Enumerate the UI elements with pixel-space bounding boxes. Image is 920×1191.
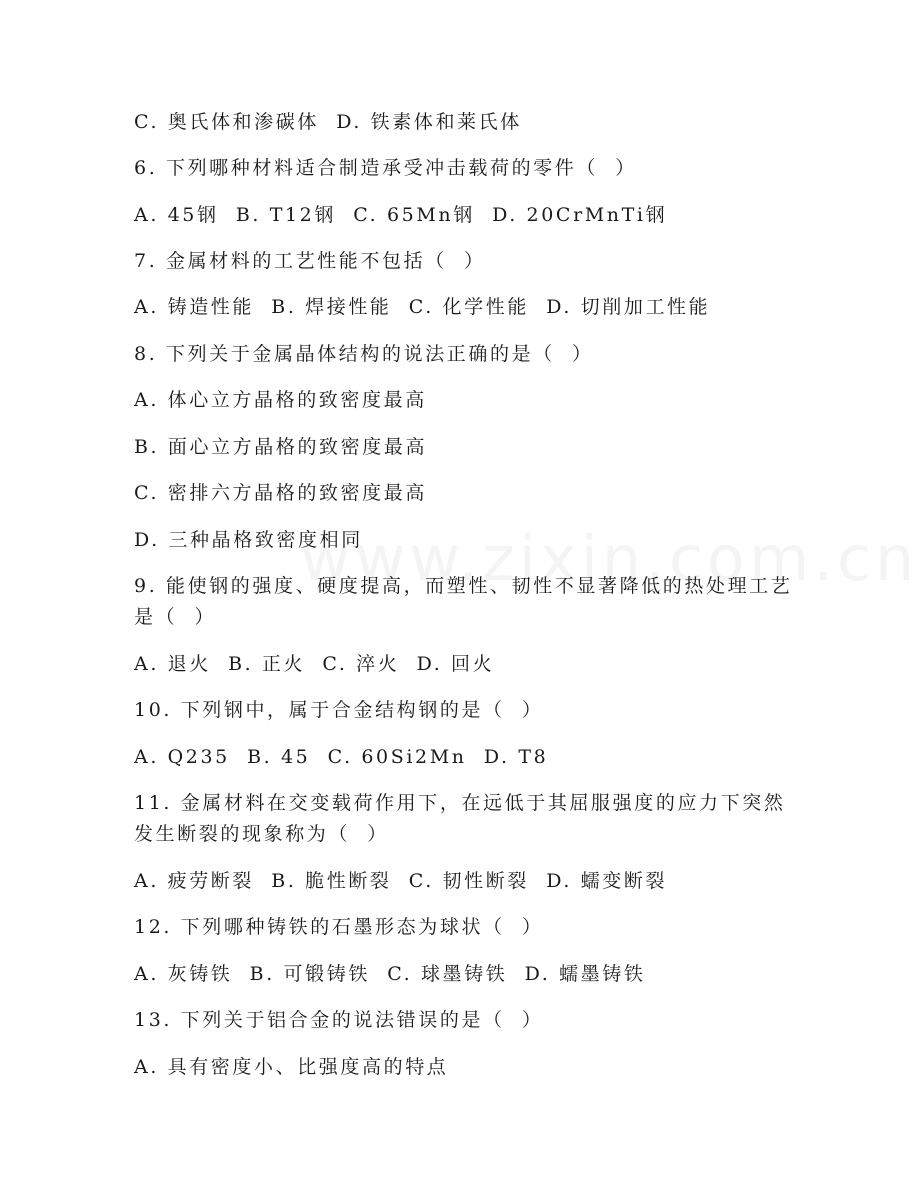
option-line-q5-cd: C. 奥氏体和渗碳体 D. 铁素体和莱氏体 [134,111,522,133]
option-q13-a: A. 具有密度小、比强度高的特点 [134,1056,449,1078]
option-q8-a: A. 体心立方晶格的致密度最高 [134,389,427,411]
option-q8-d: D. 三种晶格致密度相同 [134,529,363,551]
question-7: 7. 金属材料的工艺性能不包括（ ） [134,250,486,272]
question-11-line-1: 11. 金属材料在交变载荷作用下，在远低于其屈服强度的应力下突然 [134,792,786,814]
question-10: 10. 下列钢中，属于合金结构钢的是（ ） [134,699,544,721]
options-q12: A. 灰铸铁 B. 可锻铸铁 C. 球墨铸铁 D. 蠕墨铸铁 [134,963,646,985]
question-9-line-2: 是（ ） [134,606,217,628]
options-q7: A. 铸造性能 B. 焊接性能 C. 化学性能 D. 切削加工性能 [134,296,711,318]
question-11-line-2: 发生断裂的现象称为（ ） [134,823,389,845]
option-q8-c: C. 密排六方晶格的致密度最高 [134,482,427,504]
options-q6: A. 45钢 B. T12钢 C. 65Mn钢 D. 20CrMnTi钢 [134,204,668,226]
options-q10: A. Q235 B. 45 C. 60Si2Mn D. T8 [134,746,549,768]
options-q11: A. 疲劳断裂 B. 脆性断裂 C. 韧性断裂 D. 蠕变断裂 [134,870,668,892]
question-12: 12. 下列哪种铸铁的石墨形态为球状（ ） [134,916,544,938]
option-q8-b: B. 面心立方晶格的致密度最高 [134,436,428,458]
question-9-line-1: 9. 能使钢的强度、硬度提高，而塑性、韧性不显著降低的热处理工艺 [134,575,793,597]
question-6: 6. 下列哪种材料适合制造承受冲击载荷的零件（ ） [134,157,637,179]
question-8: 8. 下列关于金属晶体结构的说法正确的是（ ） [134,343,594,365]
question-13: 13. 下列关于铝合金的说法错误的是（ ） [134,1009,544,1031]
options-q9: A. 退火 B. 正火 C. 淬火 D. 回火 [134,653,495,675]
